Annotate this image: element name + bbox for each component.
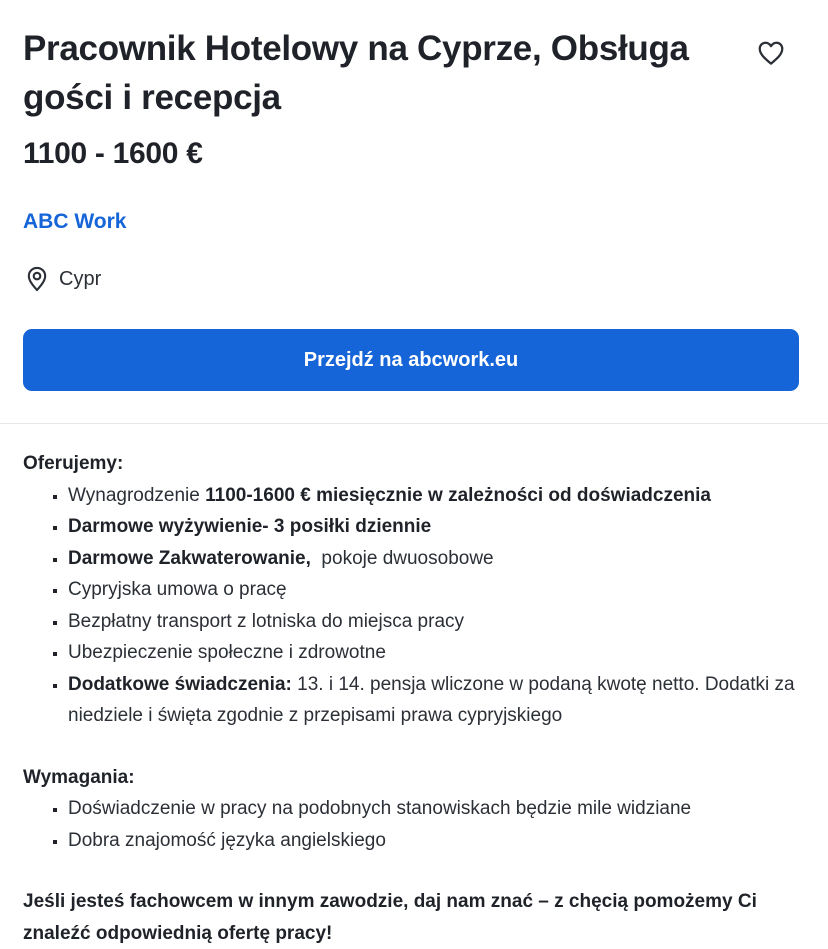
- requirement-item: ▪ Dobra znajomość języka angielskiego: [68, 825, 813, 857]
- offer-item: ▪ Bezpłatny transport z lotniska do miejsca pracy: [68, 606, 813, 638]
- heart-icon[interactable]: [755, 38, 787, 68]
- offer-item: ▪ Dodatkowe świadczenia: 13. i 14. pensja wliczone w podaną kwotę netto. Dodatki za niedziele i święta zgodnie z przepisami prawa cypryjskiego: [68, 669, 813, 732]
- map-pin-icon: [23, 265, 51, 293]
- closing-note: Jeśli jesteś fachowcem w innym zawodzie, daj nam znać – z chęcią pomożemy Ci znaleźć odpowiednią ofertę pracy!: [23, 891, 757, 944]
- offer-item: ▪ Darmowe wyżywienie- 3 posiłki dziennie: [68, 511, 813, 543]
- company-link[interactable]: ABC Work: [23, 210, 127, 233]
- offer-item: ▪ Ubezpieczenie społeczne i zdrowotne: [68, 637, 813, 669]
- requirement-item: ▪ Doświadczenie w pracy na podobnych stanowiskach będzie mile widziane: [68, 793, 813, 825]
- job-description: [23, 448, 813, 949]
- requirements-heading: Wymagania:: [23, 766, 135, 788]
- job-location: [23, 265, 101, 293]
- requirements-list: [23, 793, 813, 856]
- salary-range: 1100 - 1600 €: [23, 137, 203, 170]
- offer-item: ▪ Darmowe Zakwaterowanie, pokoje dwuosobowe: [68, 543, 813, 575]
- offer-heading: Oferujemy:: [23, 453, 124, 474]
- apply-external-button[interactable]: Przejdź na abcwork.eu: [23, 329, 799, 391]
- location-label: Cypr: [59, 267, 102, 290]
- offer-item: ▪ Wynagrodzenie 1100-1600 € miesięcznie w zależności od doświadczenia: [68, 480, 813, 512]
- offer-list: [23, 480, 813, 732]
- job-title: Pracownik Hotelowy na Cyprze, Obsługa gości i recepcja: [23, 29, 689, 117]
- job-header: [0, 0, 828, 424]
- offer-item: ▪ Cypryjska umowa o pracę: [68, 574, 813, 606]
